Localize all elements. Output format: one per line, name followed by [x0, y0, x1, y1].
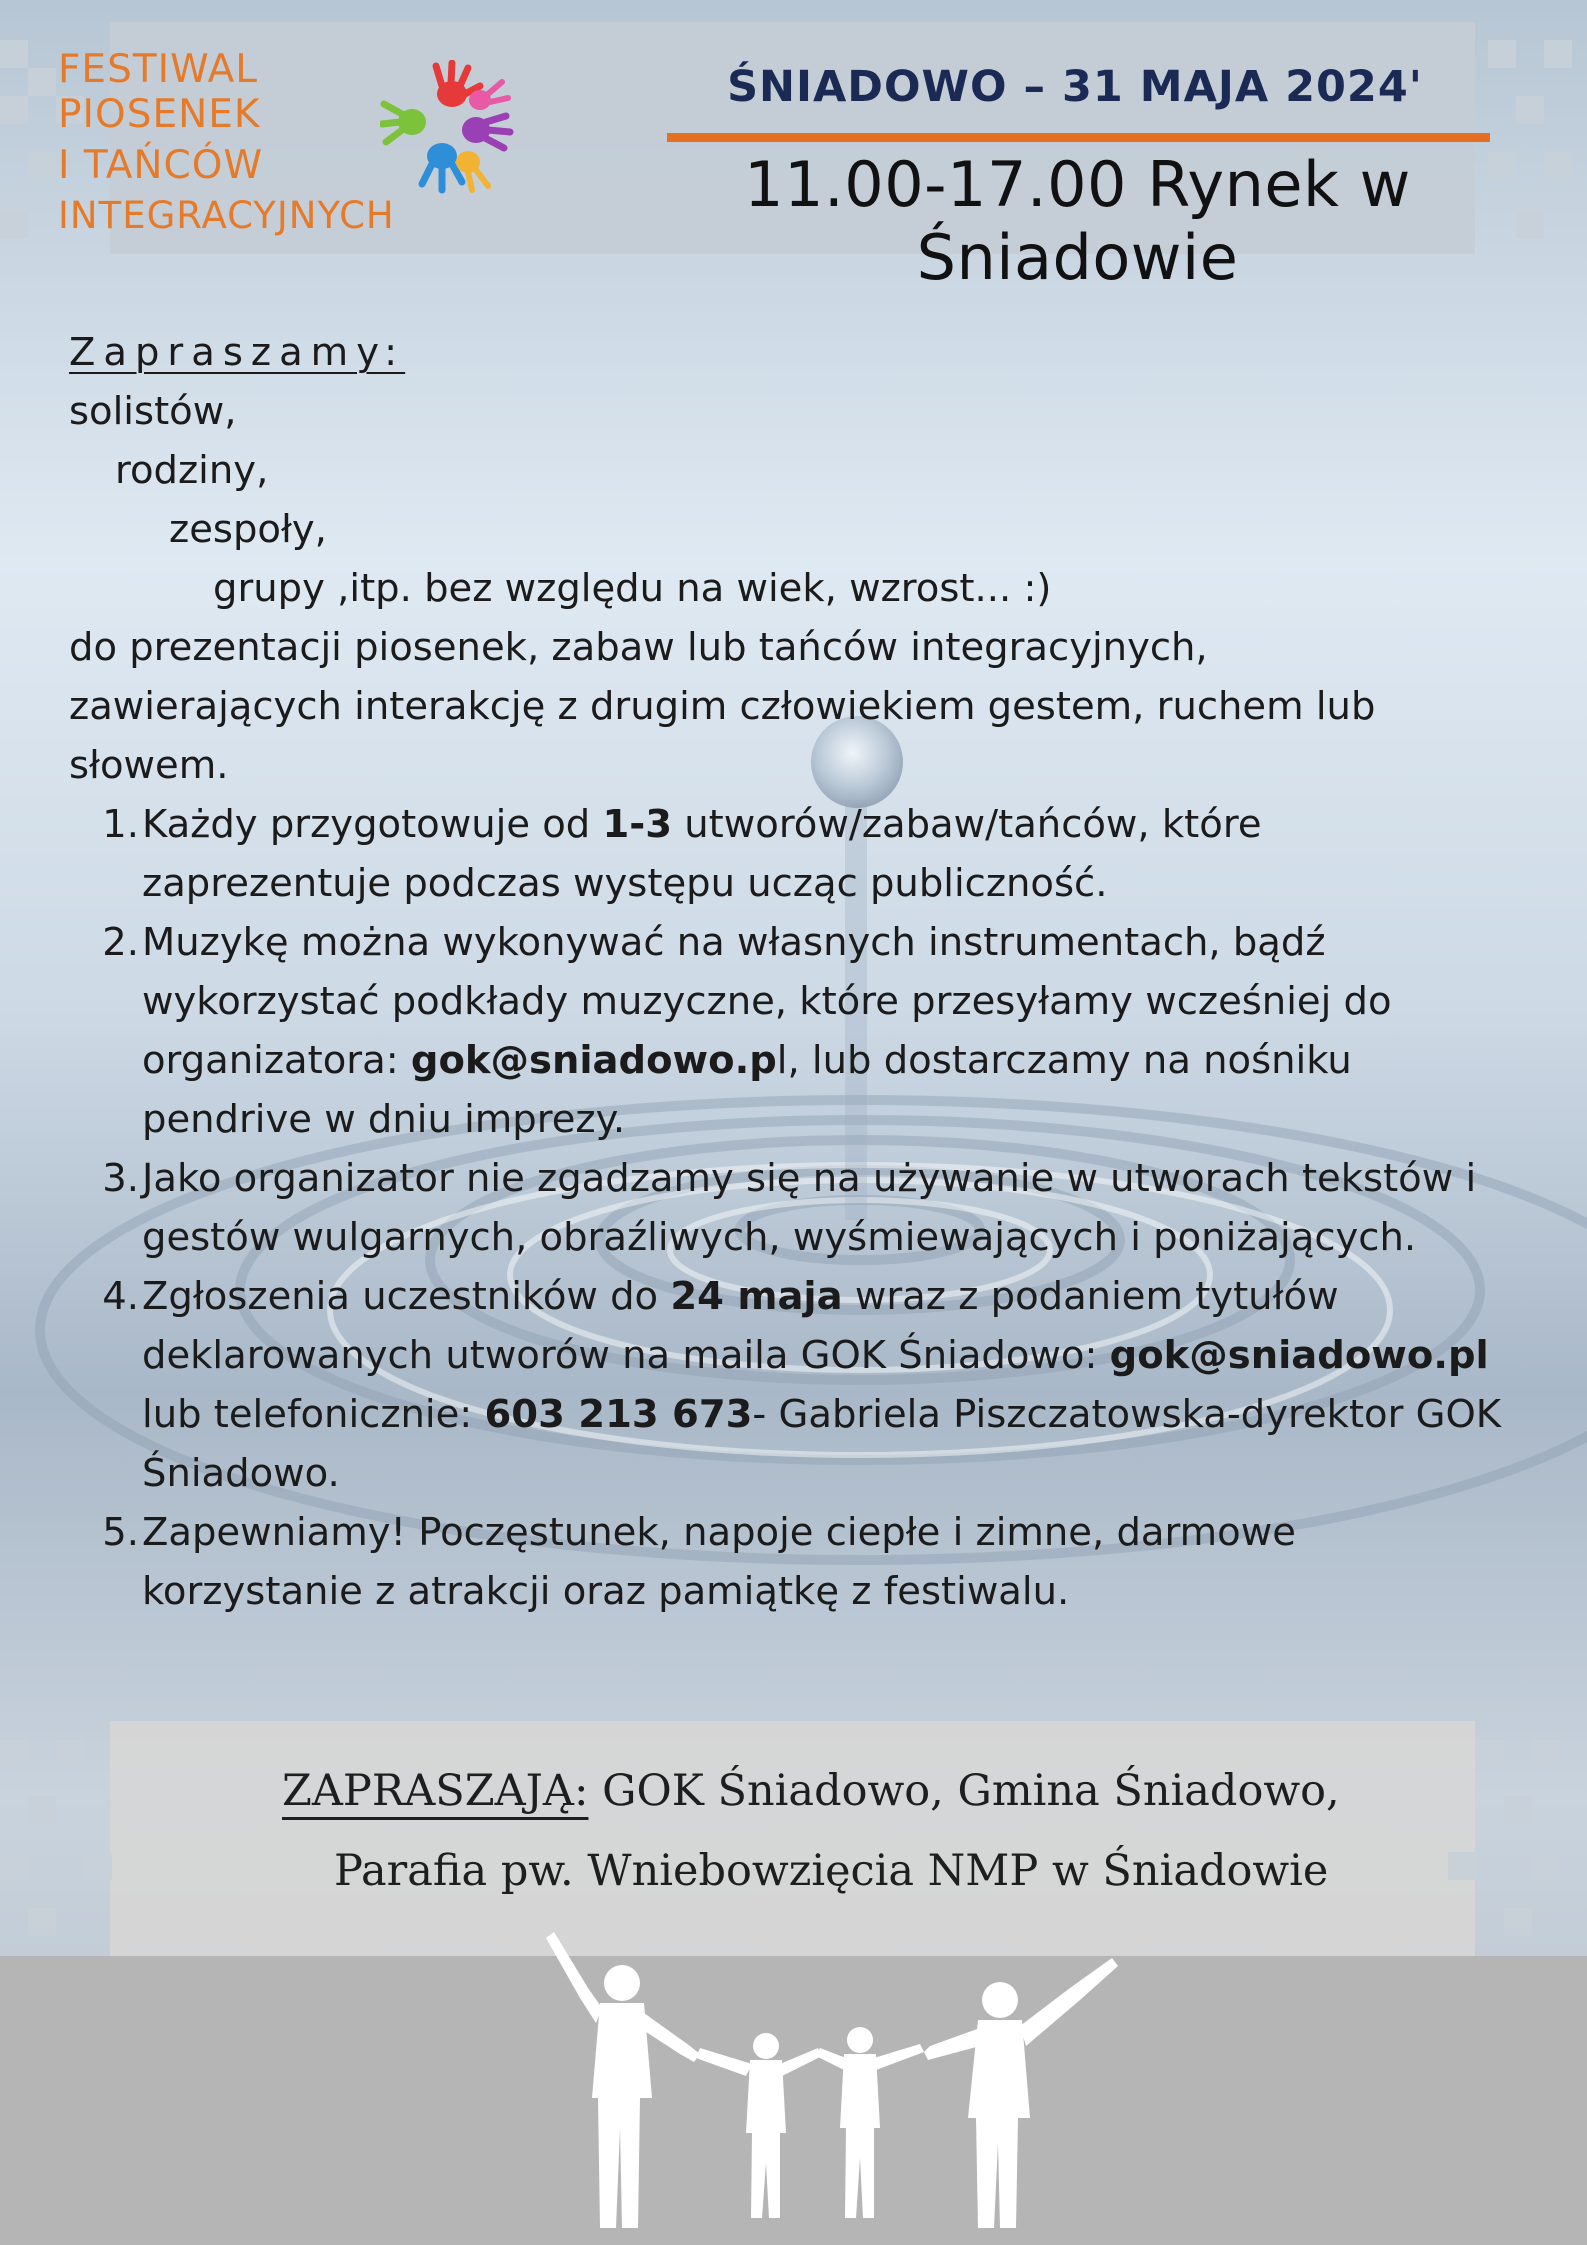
rule-text: deklarowanych utworów na maila GOK Śniadowo: [142, 1333, 1110, 1378]
rule-2-line-2: wykorzystać podkłady muzyczne, które przesyłamy wcześniej do [142, 979, 1392, 1024]
rule-text: organizatora: [142, 1038, 411, 1083]
footer-band [110, 1721, 1475, 1956]
rule-text: Każdy przygotowuje od [142, 802, 603, 847]
organizers-line-1 [282, 1766, 1340, 1816]
intro-line: słowem. [69, 743, 229, 788]
invitee-groups: grupy ,itp. bez względu na wiek, wzrost... :) [213, 566, 1052, 611]
invitee-bands: zespoły, [169, 507, 327, 552]
intro-line: zawierających interakcję z drugim człowiekiem gestem, ruchem lub [69, 684, 1376, 729]
rule-emphasis: 1-3 [602, 802, 673, 847]
logo-line-4: INTEGRACYJNYCH [58, 194, 395, 237]
organizers-line-2: Parafia pw. Wniebowzięcia NMP w Śniadowie [334, 1846, 1329, 1896]
rule-4-line-2 [142, 1326, 1489, 1385]
logo-line-2: PIOSENEK [58, 92, 261, 137]
rule-text: utworów/zabaw/tańców, które [672, 802, 1262, 847]
invitee-families: rodziny, [115, 448, 269, 493]
rule-5-line-2: korzystanie z atrakcji oraz pamiątkę z festiwalu. [142, 1569, 1070, 1614]
rule-text: lub telefonicznie: [142, 1392, 485, 1437]
colorful-hands-icon [380, 60, 515, 195]
rule-4-line-3 [142, 1385, 1501, 1444]
rule-3-line-2: gestów wulgarnych, obraźliwych, wyśmiewających i poniżających. [142, 1215, 1417, 1260]
rule-3-line-1: Jako organizator nie zgadzamy się na używanie w utworach tekstów i [142, 1156, 1477, 1201]
rule-2-line-1: Muzykę można wykonywać na własnych instrumentach, bądź [142, 920, 1326, 965]
email-link[interactable]: gok@sniadowo.p [410, 1038, 777, 1083]
rule-text: Zgłoszenia uczestników do [142, 1274, 671, 1319]
rule-number: 2. [102, 920, 139, 965]
rule-number: 1. [102, 802, 139, 847]
festival-logo [58, 47, 528, 240]
rule-text: l, lub dostarczamy na nośniku [776, 1038, 1352, 1083]
rule-number: 4. [102, 1274, 139, 1319]
rule-text: wraz z podaniem tytułów [842, 1274, 1339, 1319]
rule-4-line-1 [142, 1267, 1339, 1326]
invitation-heading: Zapraszamy: [69, 330, 406, 375]
rule-2-line-4: pendrive w dniu imprezy. [142, 1097, 626, 1142]
rule-text: - Gabriela Piszczatowska-dyrektor GOK [752, 1392, 1502, 1437]
orange-divider [667, 133, 1490, 142]
rule-4-line-4: Śniadowo. [142, 1451, 340, 1496]
invitee-soloists: solistów, [69, 389, 237, 434]
event-title: ŚNIADOWO – 31 MAJA 2024' [727, 62, 1423, 112]
organizers-label: ZAPRASZAJĄ: [282, 1766, 589, 1816]
organizers-names: GOK Śniadowo, Gmina Śniadowo, [588, 1766, 1340, 1816]
rule-1-line-2: zaprezentuje podczas występu ucząc publiczność. [142, 861, 1108, 906]
email-link[interactable]: gok@sniadowo.pl [1109, 1333, 1489, 1378]
rule-5-line-1: Zapewniamy! Poczęstunek, napoje ciepłe i zimne, darmowe [142, 1510, 1296, 1555]
rule-2-line-3 [142, 1031, 1352, 1090]
phone-number[interactable]: 603 213 673 [484, 1392, 753, 1437]
event-time-place: 11.00-17.00 Rynek w Śniadowie [744, 148, 1411, 294]
rule-number: 5. [102, 1510, 139, 1555]
rule-1-line-1 [142, 795, 1262, 854]
rule-number: 3. [102, 1156, 139, 1201]
family-silhouette-icon [540, 1928, 1130, 2245]
logo-line-3: I TAŃCÓW [58, 143, 264, 188]
intro-line: do prezentacji piosenek, zabaw lub tańców integracyjnych, [69, 625, 1208, 670]
deadline-date: 24 maja [670, 1274, 843, 1319]
logo-line-1: FESTIWAL [58, 47, 258, 92]
